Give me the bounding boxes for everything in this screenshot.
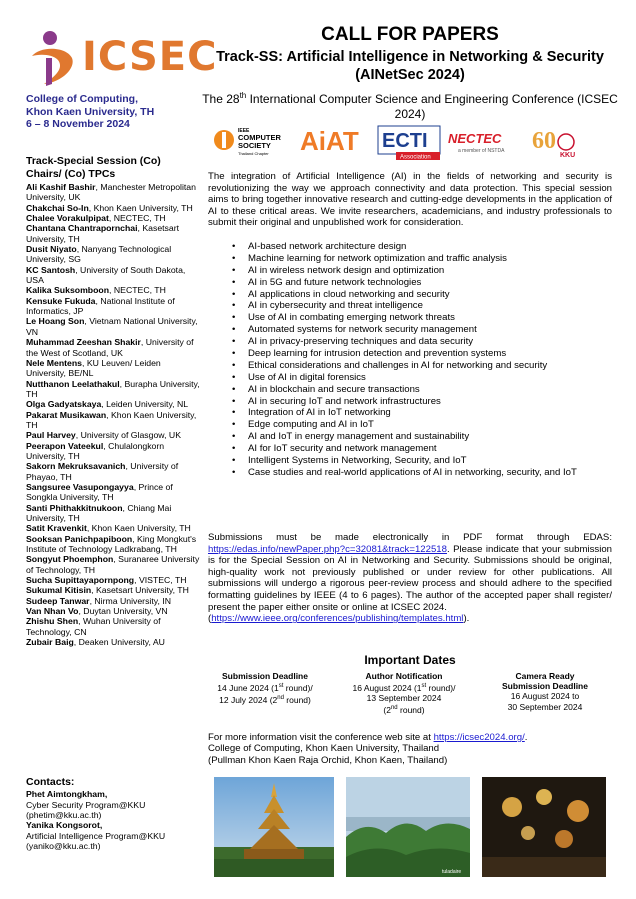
chair-name: Santi Phithakkitnukoon xyxy=(26,502,123,513)
chair-name: Nele Mentens xyxy=(26,357,83,368)
chair-affiliation: , University of Glasgow, UK xyxy=(75,430,182,441)
camera-ready-start: 16 August 2024 to xyxy=(510,691,580,702)
topics-list xyxy=(232,242,612,480)
chair-name: Satit Kravenkit xyxy=(26,523,87,534)
kku-60-logo xyxy=(530,120,582,162)
chair-name: Chalee Vorakulpipat xyxy=(26,213,109,224)
chair-affiliation: , King Mongkut's Institute of Technology Ladkrabang, TH xyxy=(26,533,197,555)
chair-entry xyxy=(26,182,200,203)
icsec-swirl-icon xyxy=(26,28,84,90)
nectec-text: NECTEC xyxy=(448,131,502,146)
camera-ready-block xyxy=(482,671,608,712)
date-text: 12 July 2024 (2 xyxy=(219,695,278,706)
submission-paragraph xyxy=(208,532,612,625)
topic-item: • AI in cybersecurity and threat intelligence xyxy=(232,301,612,312)
contact-entry xyxy=(26,820,200,851)
chair-affiliation: , Khon Kaen University, TH xyxy=(26,409,197,430)
chair-name: Nutthanon Leelathakul xyxy=(26,378,120,389)
chair-name: Le Hoang Son xyxy=(26,316,85,327)
contact-name: Yanika Kongsorot xyxy=(26,820,100,831)
conference-name xyxy=(200,88,620,122)
venue-hotel-line: (Pullman Khon Kaen Raja Orchid, Khon Kaen, Thailand) xyxy=(208,754,448,766)
chair-name: Sangsuree Vasupongayya xyxy=(26,481,134,492)
author-notification-round1 xyxy=(338,681,470,693)
topic-item: • AI in securing IoT and network infrastructures xyxy=(232,397,612,408)
topic-item: • AI in wireless network design and optimization xyxy=(232,266,612,277)
conference-name-sup: th xyxy=(239,91,247,100)
author-notification-round2-label xyxy=(338,703,470,715)
topic-item: • Automated systems for network security management xyxy=(232,325,612,336)
date-sup: st xyxy=(421,683,427,690)
camera-ready-end: 30 September 2024 xyxy=(507,701,583,712)
topic-item: • AI-based network architecture design xyxy=(232,242,612,253)
contacts-list xyxy=(26,789,200,851)
topic-item: • Machine learning for network optimization and traffic analysis xyxy=(232,254,612,265)
chairs-heading-line: Chairs/ (Co) TPCs xyxy=(26,167,116,180)
chair-entry xyxy=(26,285,200,295)
chair-name: Paul Harvey xyxy=(26,430,76,441)
chair-entry xyxy=(26,337,200,358)
chair-name: Zhishu Shen xyxy=(26,616,79,627)
chair-entry xyxy=(26,223,200,244)
university-name: Khon Kaen University, TH xyxy=(26,105,155,118)
conference-name-part: The 28 xyxy=(202,92,240,106)
ieee-templates-link[interactable]: https://www.ieee.org/conferences/publishing/templates.html xyxy=(211,613,464,625)
author-notification-round2-date: 13 September 2024 xyxy=(366,693,442,704)
topic-item: • Ethical considerations and challenges in AI for networking and security xyxy=(232,361,612,372)
chair-affiliation: , KU Leuven/ Leiden University, BE/NL xyxy=(26,357,161,379)
contact-name-line xyxy=(26,820,200,830)
conference-dates: 6 – 8 November 2024 xyxy=(26,118,130,130)
edas-link[interactable]: https://edas.info/newPaper.php?c=32081&track=122518 xyxy=(208,543,447,555)
chair-entry xyxy=(26,482,200,503)
chair-entry xyxy=(26,523,200,533)
chair-affiliation: , Nirma University, IN xyxy=(89,595,171,606)
page-title: CALL FOR PAPERS xyxy=(321,24,499,45)
date-text: (2 xyxy=(383,705,391,716)
topic-item: • Intelligent Systems in Networking, Security, and IoT xyxy=(232,456,612,467)
chair-affiliation: , Burapha University, TH xyxy=(26,378,200,399)
chair-affiliation: , University of South Dakota, USA xyxy=(26,264,186,286)
date-sup: st xyxy=(278,683,284,690)
date-sup: nd xyxy=(390,705,398,712)
chair-affiliation: , Nanyang Technological University, SG xyxy=(26,244,172,265)
chair-name: Muhammad Zeeshan Shakir xyxy=(26,337,141,348)
chair-affiliation: , Vietnam National University, VN xyxy=(26,316,198,337)
association-text: Association xyxy=(400,154,431,161)
chair-entry xyxy=(26,244,200,265)
chair-name: Zubair Baig xyxy=(26,637,74,648)
topic-item: • AI in blockchain and secure transactions xyxy=(232,385,612,396)
chair-entry xyxy=(26,575,200,585)
college-info xyxy=(26,93,196,131)
lantern-night-photo xyxy=(482,777,606,877)
contact-program: Artificial Intelligence Program@KKU xyxy=(26,830,166,841)
chair-affiliation: , National Institute of Informatics, JP xyxy=(26,295,175,317)
topic-item: • Use of AI in digital forensics xyxy=(232,373,612,384)
chair-name: Sudeep Tanwar xyxy=(26,595,90,606)
forest-landscape-photo xyxy=(346,777,470,877)
date-sup: nd xyxy=(277,695,284,702)
pagoda-photo xyxy=(214,777,334,877)
society-text: SOCIETY xyxy=(238,141,271,150)
important-dates-heading: Important Dates xyxy=(364,653,456,667)
venue-line: College of Computing, Khon Kaen University, Thailand xyxy=(208,743,440,755)
chair-affiliation: , Khon Kaen University, TH xyxy=(88,202,193,213)
chair-affiliation: , Chulalongkorn University, TH xyxy=(26,440,165,461)
chair-affiliation: , Suranaree University of Technology, TH xyxy=(26,554,200,575)
date-text: round)/ xyxy=(426,683,456,694)
date-text: round)/ xyxy=(283,683,313,694)
contact-name-line xyxy=(26,789,200,799)
photo-caption: tuladaire xyxy=(442,869,462,875)
more-info xyxy=(208,732,612,766)
kku-60-text: 60 xyxy=(532,128,556,154)
website-line xyxy=(208,732,612,743)
nstda-text: a member of NSTDA xyxy=(458,148,505,154)
chair-entry xyxy=(26,213,200,223)
ieee-text: IEEE xyxy=(238,128,250,134)
chair-name: KC Santosh xyxy=(26,264,76,275)
chair-name: Ali Kashif Bashir xyxy=(26,182,96,192)
chair-entry xyxy=(26,316,200,337)
chair-name: Chantana Chantrapornchai xyxy=(26,223,138,234)
chair-affiliation: , NECTEC, TH xyxy=(109,285,166,296)
submission-text: ( xyxy=(208,613,212,625)
submission-text: Submissions must be made electronically in PDF format through EDAS: xyxy=(208,532,612,543)
chair-entry xyxy=(26,379,200,400)
chair-entry xyxy=(26,410,200,431)
chair-entry xyxy=(26,441,200,462)
submission-deadline-round1 xyxy=(202,681,328,693)
chair-entry xyxy=(26,554,200,575)
contact-email[interactable]: (phetim@kku.ac.th) xyxy=(26,810,102,821)
topic-item: • AI in privacy-preserving techniques and data security xyxy=(232,337,612,348)
chair-name: Dusit Niyato xyxy=(26,244,77,255)
chair-affiliation: , NECTEC, TH xyxy=(108,213,166,224)
ecti-association-logo xyxy=(376,120,442,162)
chair-affiliation: , Kasetsart University, TH xyxy=(26,223,180,244)
contact-name-suffix: , xyxy=(104,789,108,800)
chairs-heading-line: Track-Special Session (Co) xyxy=(26,155,161,167)
chair-name: Kalika Suksomboon xyxy=(26,285,110,296)
kku-text: KKU xyxy=(560,152,576,159)
chair-affiliation: , University of the West of Scotland, UK xyxy=(26,337,194,358)
chairs-heading xyxy=(26,155,206,180)
chair-entry xyxy=(26,534,200,555)
chair-affiliation: , University of Phayao, TH xyxy=(26,461,179,482)
chair-affiliation: , Khon Kaen University, TH xyxy=(86,523,191,534)
ieee-computer-society-logo xyxy=(212,120,292,162)
chair-name: Sakorn Mekruksavanich xyxy=(26,461,126,472)
author-notification-heading: Author Notification xyxy=(365,671,443,681)
submission-text: ). xyxy=(463,613,470,625)
chair-name: Peerapon Vateekul xyxy=(26,440,104,451)
date-text: 14 June 2024 (1 xyxy=(217,683,279,694)
icsec-logo xyxy=(26,28,218,90)
icsec-logo-text: ICSEC xyxy=(82,34,218,80)
chair-entry xyxy=(26,596,200,606)
chair-entry xyxy=(26,203,200,213)
topic-item: • AI applications in cloud networking and security xyxy=(232,290,612,301)
chair-affiliation: , Deaken University, AU xyxy=(73,637,165,648)
chair-entry xyxy=(26,503,200,524)
nectec-logo xyxy=(448,120,518,162)
topic-item: • Edge computing and AI in IoT xyxy=(232,420,612,431)
college-name: College of Computing, xyxy=(26,93,138,105)
chair-entry xyxy=(26,616,200,637)
chair-affiliation: , VISTEC, TH xyxy=(134,575,187,586)
website-text: For more information visit the conference web site at xyxy=(208,732,434,743)
contact-name-suffix: , xyxy=(99,820,103,831)
topic-item: • Integration of AI in IoT networking xyxy=(232,408,612,419)
topic-item: • Case studies and real-world applications of AI in networking, security, and IoT xyxy=(232,468,612,479)
contact-program: Cyber Security Program@KKU xyxy=(26,799,146,810)
topic-item: • AI and IoT in energy management and sustainability xyxy=(232,432,612,443)
topic-item: • Deep learning for intrusion detection and prevention systems xyxy=(232,349,612,360)
chair-affiliation: , Manchester Metropolitan University, UK xyxy=(26,182,196,203)
chair-affiliation: , Wuhan University of Technology, CN xyxy=(26,616,161,637)
chair-name: Sooksan Panichpapiboon xyxy=(26,533,133,544)
contact-entry xyxy=(26,789,200,820)
chair-entry xyxy=(26,606,200,616)
contact-name: Phet Aimtongkham xyxy=(26,789,105,800)
chair-affiliation: , Kasetsart University, TH xyxy=(91,585,189,596)
camera-ready-subheading: Submission Deadline xyxy=(502,681,588,692)
submission-deadline-heading: Submission Deadline xyxy=(222,671,308,681)
chair-name: Kensuke Fukuda xyxy=(26,295,96,306)
conference-name-part: International Computer Science and Engineering Conference (ICSEC 2024) xyxy=(246,92,618,121)
computer-text: COMPUTER xyxy=(238,133,281,142)
camera-ready-heading: Camera Ready xyxy=(515,671,575,681)
chair-name: Van Nhan Vo xyxy=(26,606,79,617)
chair-name: Songyut Phoemphon xyxy=(26,554,114,565)
submission-text: . Please indicate that your submission is for the Special Session on AI in Networking and Security. Submissions should be original, high-quality work not previously published or under review for other publications. All submissions will undergo a rigorous peer-review process and should adhere to the specified formatting guidelines by IEEE (4 to 6 pages). The author of the accepted paper shall register/ present the paper either onsite or online at ICSEC 2024. xyxy=(208,543,612,613)
chair-name: Olga Gadyatskaya xyxy=(26,399,102,410)
chair-affiliation: , Duytan University, VN xyxy=(78,606,168,617)
chair-entry xyxy=(26,296,200,317)
chapter-text: Thailand Chapter xyxy=(238,151,269,156)
chair-name: Chakchai So-In xyxy=(26,202,89,213)
intro-paragraph: The integration of Artificial Intelligence (AI) in the fields of networking and security is revolutionizing the way we approach connectivity and data protection. This special session aims to bring together innovative research and cutting-edge developments in the application of AI to these critical areas. We invite researchers, academicians, and industry professionals to submit their original and unpublished work for consideration. xyxy=(208,171,612,229)
contacts-section xyxy=(26,777,200,851)
chairs-list xyxy=(26,182,200,647)
submission-deadline-round2 xyxy=(202,693,328,705)
date-text: 16 August 2024 (1 xyxy=(352,683,422,694)
chair-entry xyxy=(26,461,200,482)
chair-entry xyxy=(26,265,200,286)
date-text: round) xyxy=(397,705,425,716)
chair-entry xyxy=(26,585,200,595)
topic-item: • AI for IoT security and network management xyxy=(232,444,612,455)
chair-entry xyxy=(26,399,200,409)
conference-website-link[interactable]: https://icsec2024.org/ xyxy=(433,732,525,743)
author-notification-block xyxy=(338,671,470,715)
chair-affiliation: , Chiang Mai University, TH xyxy=(26,502,172,523)
chair-entry xyxy=(26,430,200,440)
website-text: . xyxy=(524,732,528,743)
chair-entry xyxy=(26,637,200,647)
chair-name: Sucha Supittayapornpong xyxy=(26,575,135,586)
date-text: round) xyxy=(283,695,311,706)
aiat-text: AiAT xyxy=(300,126,359,156)
topic-item: • AI in 5G and future network technologies xyxy=(232,278,612,289)
contacts-title: Contacts: xyxy=(26,776,75,788)
aiat-logo xyxy=(298,120,370,162)
ecti-text: ECTI xyxy=(382,130,428,152)
chair-name: Pakarat Musikawan xyxy=(26,409,107,420)
chair-affiliation: , Prince of Songkla University, TH xyxy=(26,481,173,503)
track-title: Track-SS: Artificial Intelligence in Networking & Security (AINetSec 2024) xyxy=(216,49,604,83)
submission-deadline-block xyxy=(202,671,328,705)
topic-item: • Use of AI in combating emerging network threats xyxy=(232,313,612,324)
contact-email[interactable]: (yaniko@kku.ac.th) xyxy=(26,841,101,852)
chair-name: Sukumal Kitisin xyxy=(26,585,92,596)
chair-affiliation: , Leiden University, NL xyxy=(101,399,189,410)
chair-entry xyxy=(26,358,200,379)
